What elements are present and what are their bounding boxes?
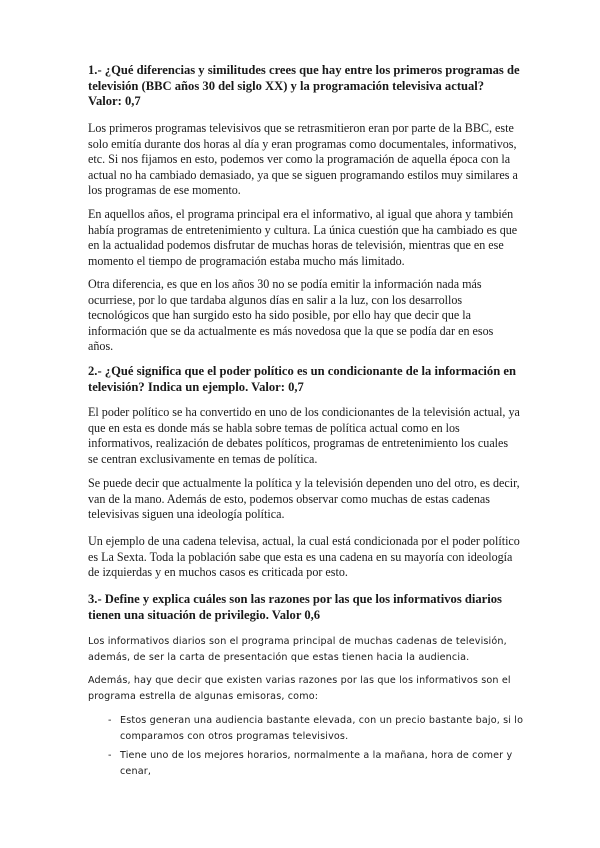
question-2-paragraph-2: Se puede decir que actualmente la política y la televisión dependen uno del otro, es decir, van de la mano. Además de esto, podemos observar como muchas de estas cadenas televisivas siguen una ideología política. bbox=[88, 476, 520, 522]
question-1-paragraph-3: Otra diferencia, es que en los años 30 no se podía emitir la información nada más ocurriese, por lo que tardaba algunos días en salir a la luz, con los desarrollos tecnológicos que han surgido esto ha sido posible, por ello hay que decir que la información que se da actualmente es más novedosa que la que se podía dar en esos años. bbox=[88, 277, 494, 354]
question-1-paragraph-2: En aquellos años, el programa principal era el informativo, al igual que ahora y también había programas de entretenimiento y cultura. La única cuestión que ha cambiado es que en la actualidad podemos disfrutar de muchas horas de televisión, mientras que en ese momento el tiempo de programación estaba mucho más limitado. bbox=[88, 207, 518, 268]
question-1-title: 1.- ¿Qué diferencias y similitudes crees que hay entre los primeros programas de televisión (BBC años 30 del siglo XX) y la programación televisiva actual? Valor: 0,7 bbox=[88, 63, 520, 108]
question-1-paragraph-1: Los primeros programas televisivos que se retrasmitieron eran por parte de la BBC, este solo emitía durante dos horas al día y eran programas como documentales, informativos, etc. Si nos fijamos en esto, podemos ver como la programación de aquella época con la actual no ha cambiado demasiado, ya que se siguen programando estilos muy similares a los programas de ese momento. bbox=[88, 121, 518, 198]
question-2-paragraph-3: Un ejemplo de una cadena televisa, actual, la cual está condicionada por el poder político es La Sexta. Toda la población sabe que esta es una cadena en su mayoría con ideología de izquierdas y en muchos casos es criticada por esto. bbox=[88, 534, 520, 580]
question-3-title: 3.- Define y explica cuáles son las razones por las que los informativos diarios tienen una situación de privilegio. Valor 0,6 bbox=[88, 592, 502, 622]
list-item bbox=[104, 748, 524, 779]
question-2-paragraph-1: El poder político se ha convertido en uno de los condicionantes de la televisión actual, ya que en esta es donde más se habla sobre temas de política actual como en los informativos, realización de debates políticos, programas de entretenimiento los cuales se centran exclusivamente en temas de política. bbox=[88, 405, 520, 466]
list-item-text: Tiene uno de los mejores horarios, normalmente a la mañana, hora de comer y cenar, bbox=[120, 750, 513, 777]
question-3-reasons-list bbox=[104, 713, 524, 783]
question-3-paragraph-2: Además, hay que decir que existen varias razones por las que los informativos son el programa estrella de algunas emisoras, como: bbox=[88, 675, 511, 702]
list-dash-marker: - bbox=[108, 715, 112, 726]
question-2-title: 2.- ¿Qué significa que el poder político es un condicionante de la información en televisión? Indica un ejemplo. Valor: 0,7 bbox=[88, 364, 516, 394]
question-3-paragraph-1: Los informativos diarios son el programa principal de muchas cadenas de televisión, además, de ser la carta de presentación que estas tienen hacia la audiencia. bbox=[88, 636, 507, 663]
list-item-text: Estos generan una audiencia bastante elevada, con un precio bastante bajo, si lo comparamos con otros programas televisivos. bbox=[120, 715, 524, 742]
list-dash-marker: - bbox=[108, 750, 112, 761]
list-item bbox=[104, 713, 524, 744]
